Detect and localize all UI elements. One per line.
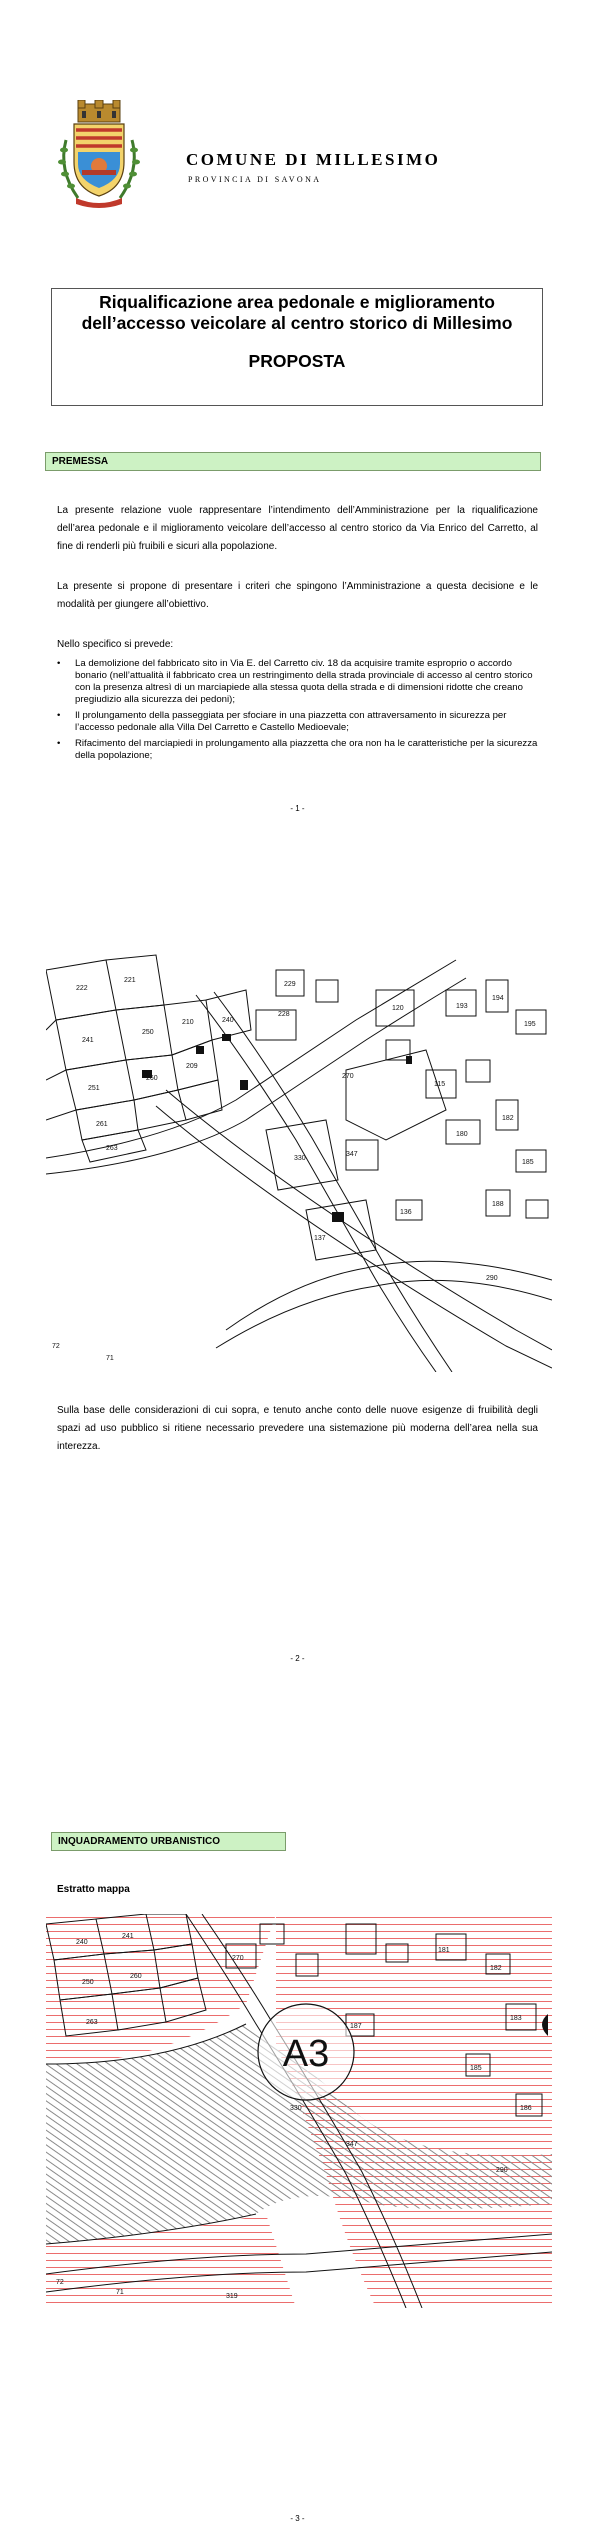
page2-paragraph: Sulla base delle considerazioni di cui sopra, e tenuto anche conto delle nuove esigenze di fruibilità degli spazi ad uso pubblico si ritiene necessario prevedere una sistemazione più moderna dell’area nella sua interezza.	[57, 1405, 538, 1452]
svg-text:137: 137	[314, 1235, 326, 1242]
svg-text:222: 222	[76, 985, 88, 992]
svg-text:290: 290	[496, 2167, 508, 2174]
svg-text:263: 263	[106, 1145, 118, 1152]
coat-of-arms-logo	[56, 100, 142, 212]
svg-text:347: 347	[346, 2141, 358, 2148]
svg-text:182: 182	[502, 1115, 514, 1122]
svg-text:194: 194	[492, 995, 504, 1002]
svg-text:319: 319	[226, 2293, 238, 2300]
svg-text:193: 193	[456, 1003, 468, 1010]
title-subtitle: PROPOSTA	[248, 351, 346, 371]
svg-text:187: 187	[350, 2023, 362, 2030]
premessa-bullet-list	[57, 658, 543, 766]
comune-name: COMUNE DI MILLESIMO	[186, 150, 441, 169]
title-line-2: dell’accesso veicolare al centro storico di Millesimo	[81, 313, 513, 333]
svg-text:260: 260	[146, 1075, 158, 1082]
province-name: PROVINCIA DI SAVONA	[188, 175, 322, 184]
svg-text:71: 71	[116, 2289, 124, 2296]
svg-text:72: 72	[52, 1343, 60, 1350]
svg-text:330: 330	[290, 2105, 302, 2112]
urban-zoning-map-image	[46, 1914, 552, 2308]
svg-text:221: 221	[124, 977, 136, 984]
svg-text:228: 228	[278, 1011, 290, 1018]
svg-text:229: 229	[284, 981, 296, 988]
svg-text:185: 185	[470, 2065, 482, 2072]
svg-text:347: 347	[346, 1151, 358, 1158]
svg-text:270: 270	[342, 1073, 354, 1080]
premessa-paragraph-2: La presente si propone di presentare i criteri che spingono l’Amministrazione a questa decisione e le modalità per giungere all’obiettivo.	[57, 581, 538, 610]
page-number-3: - 3 -	[290, 2514, 305, 2523]
zoning-zone-label: A3	[282, 2033, 330, 2075]
title-line-1: Riqualificazione area pedonale e miglioramento	[99, 292, 495, 312]
list-item: • Rifacimento del marciapiedi in prolungamento alla piazzetta che ora non ha le caratteristiche per la sicurezza della popolazione;	[57, 738, 543, 762]
svg-text:181: 181	[438, 1947, 450, 1954]
svg-text:209: 209	[186, 1063, 198, 1070]
document-title-box	[51, 288, 543, 406]
svg-text:185: 185	[522, 1159, 534, 1166]
svg-text:250: 250	[142, 1029, 154, 1036]
page-number-2: - 2 -	[290, 1654, 305, 1663]
svg-text:195: 195	[524, 1021, 536, 1028]
svg-text:330: 330	[294, 1155, 306, 1162]
svg-text:188: 188	[492, 1201, 504, 1208]
inquadramento-heading: INQUADRAMENTO URBANISTICO	[51, 1832, 286, 1851]
premessa-paragraph-3: Nello specifico si prevede:	[57, 639, 174, 650]
svg-text:241: 241	[82, 1037, 94, 1044]
svg-text:250: 250	[82, 1979, 94, 1986]
premessa-heading: PREMESSA	[45, 452, 541, 471]
svg-text:115: 115	[434, 1081, 446, 1088]
svg-text:241: 241	[122, 1933, 134, 1940]
svg-text:260: 260	[130, 1973, 142, 1980]
svg-text:270: 270	[232, 1955, 244, 1962]
svg-text:240: 240	[222, 1017, 234, 1024]
page-number-1: - 1 -	[290, 804, 305, 813]
svg-text:182: 182	[490, 1965, 502, 1972]
cadastral-map-image	[46, 950, 552, 1372]
svg-text:180: 180	[456, 1131, 468, 1138]
svg-text:183: 183	[510, 2015, 522, 2022]
svg-text:263: 263	[86, 2019, 98, 2026]
estratto-mappa-label: Estratto mappa	[57, 1884, 130, 1895]
svg-text:261: 261	[96, 1121, 108, 1128]
svg-text:210: 210	[182, 1019, 194, 1026]
svg-text:290: 290	[486, 1275, 498, 1282]
list-item: • Il prolungamento della passeggiata per sfociare in una piazzetta con attraversamento in sicurezza per l’accesso pedonale alla Villa Del Carretto e Castello Medioevale;	[57, 710, 543, 734]
svg-text:72: 72	[56, 2279, 64, 2286]
svg-text:251: 251	[88, 1085, 100, 1092]
svg-text:136: 136	[400, 1209, 412, 1216]
svg-text:71: 71	[106, 1355, 114, 1362]
svg-text:186: 186	[520, 2105, 532, 2112]
svg-text:120: 120	[392, 1005, 404, 1012]
list-item: • La demolizione del fabbricato sito in Via E. del Carretto civ. 18 da acquisire tramite esproprio o accordo bonario (nell’attualità il fabbricato crea un restringimento della strada provinciale di accesso al centro storico con la presenza altresì di un marciapiede alla stessa quota della strada e di dimensioni ridotte che creano pregiudizio alla sicurezza dei pedoni);	[57, 658, 543, 706]
premessa-paragraph-1: La presente relazione vuole rappresentare l’intendimento dell’Amministrazione per la riqualificazione dell’area pedonale e il miglioramento veicolare dell’accesso al centro storico da Via Enrico del Carretto, al fine di renderli più fruibili e sicuri alla popolazione.	[57, 505, 538, 552]
svg-text:240: 240	[76, 1939, 88, 1946]
